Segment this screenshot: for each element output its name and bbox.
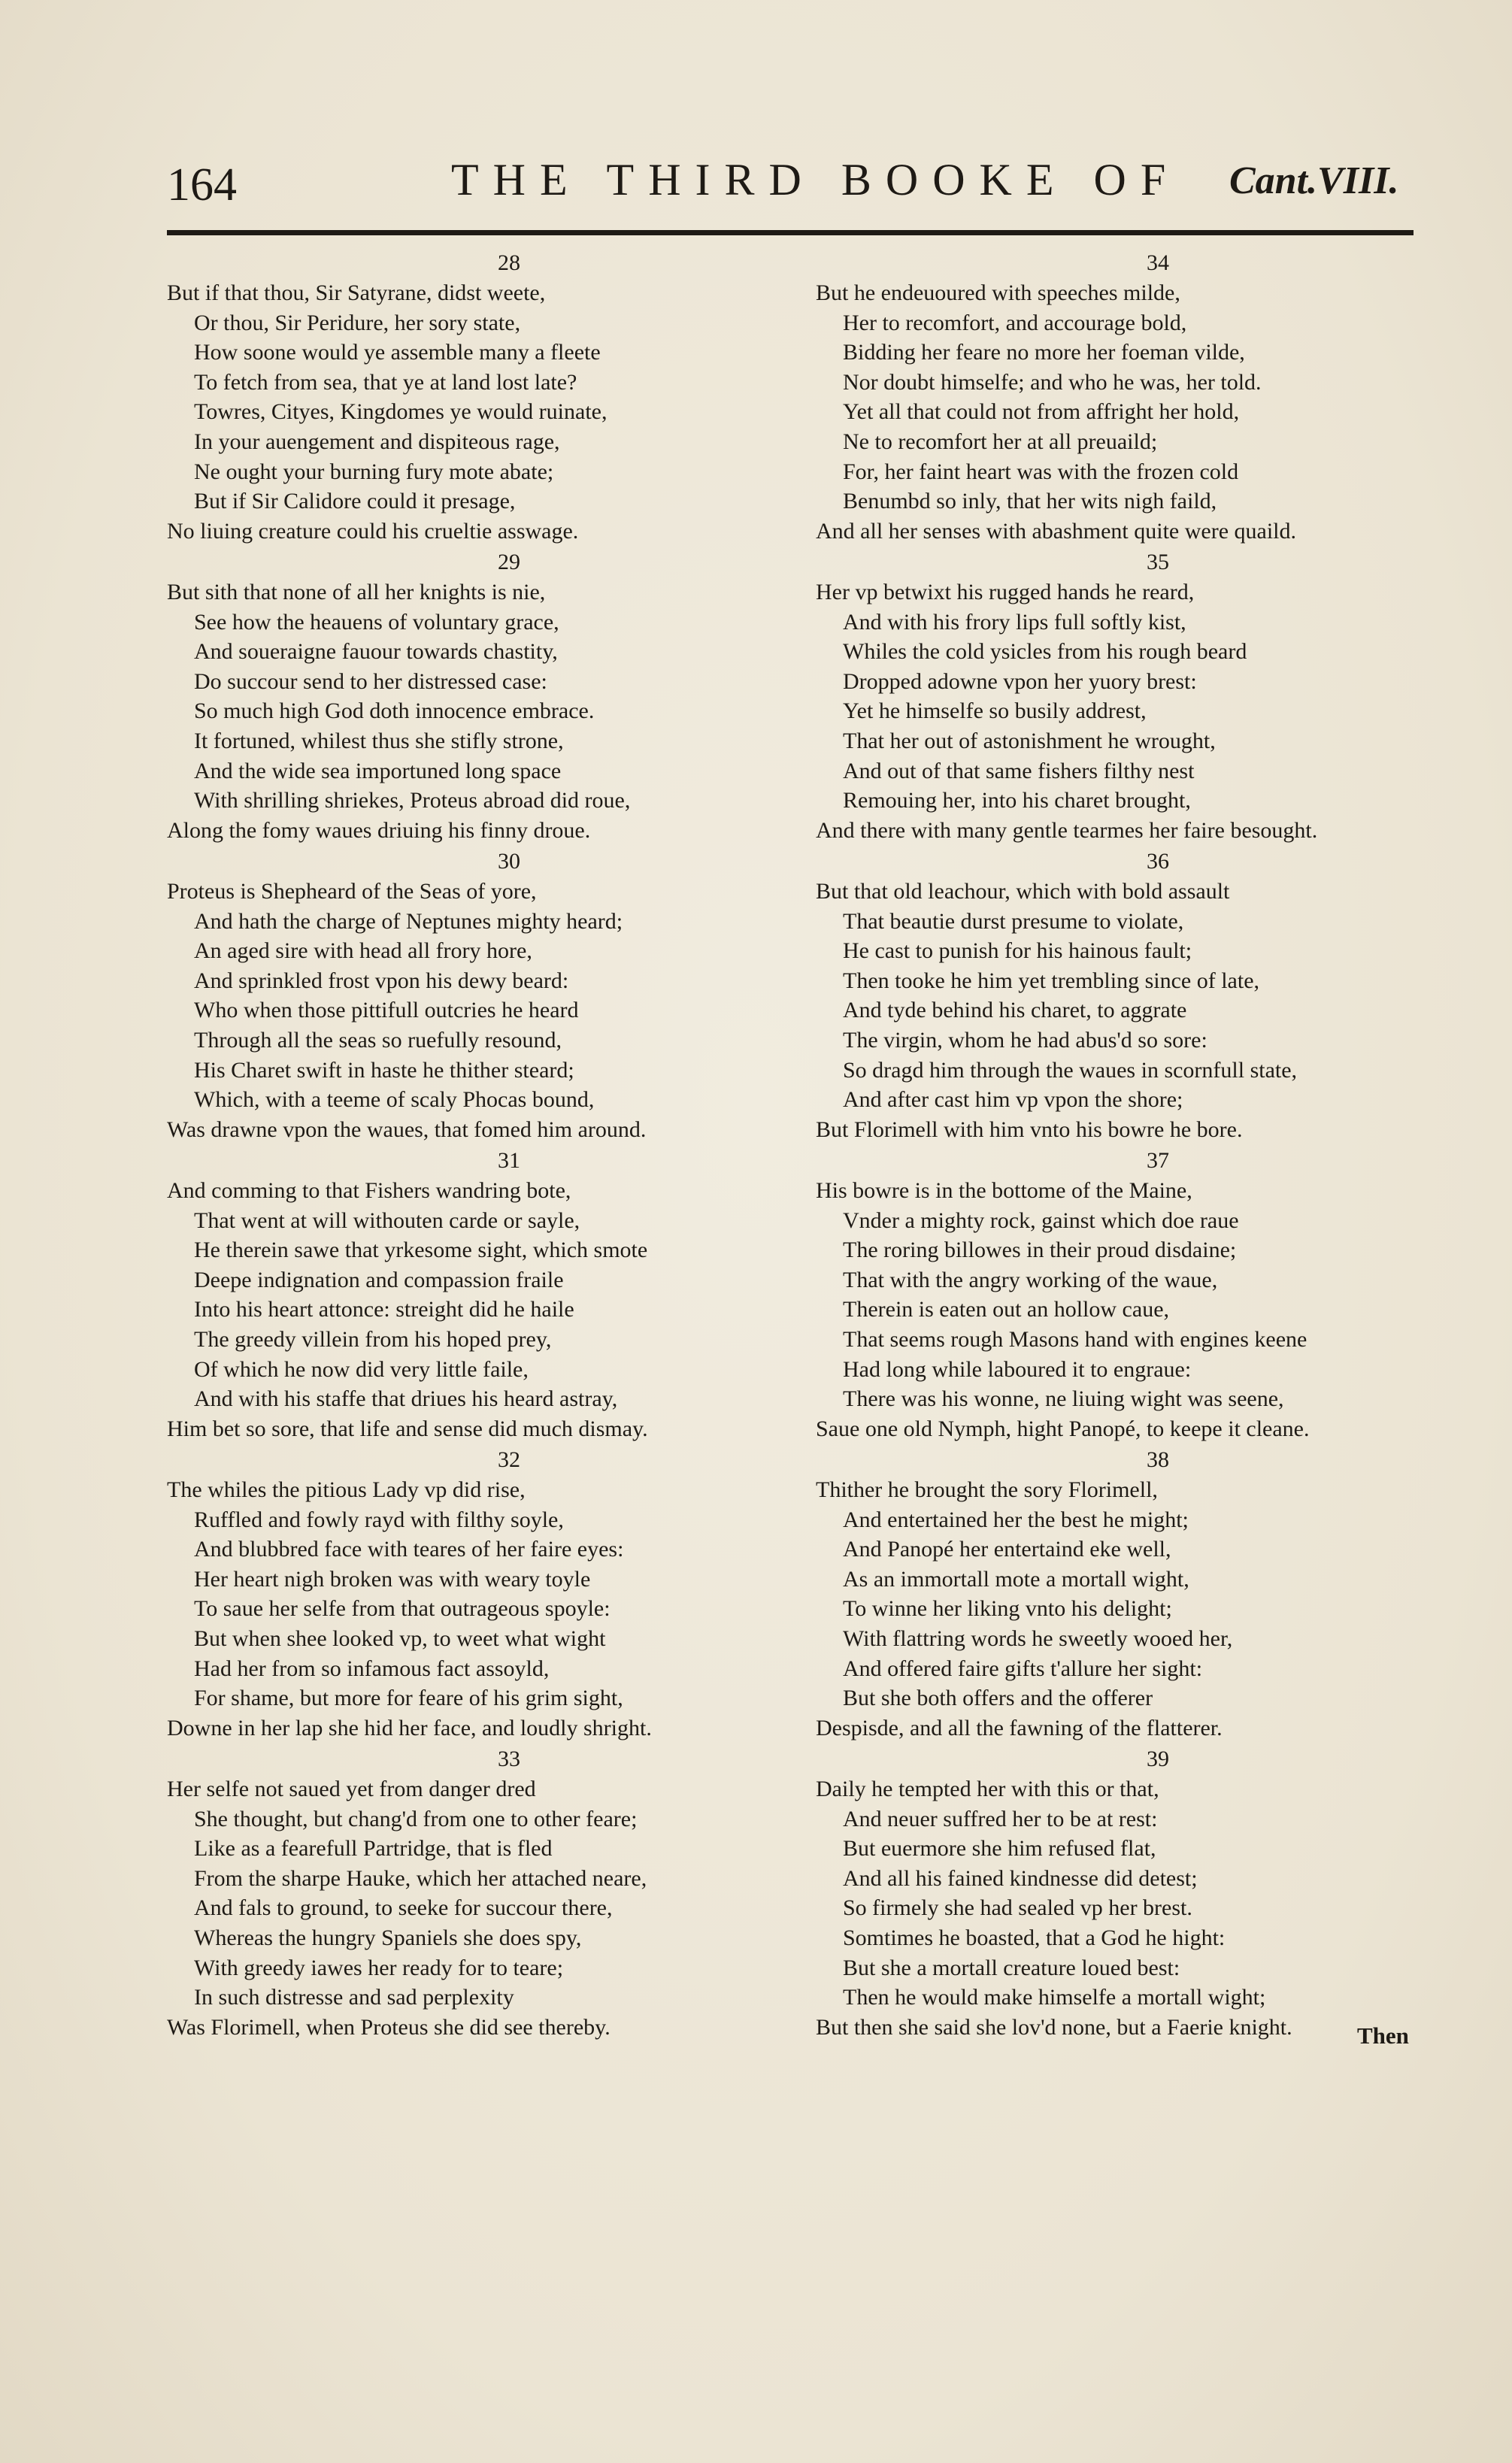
verse-line: The whiles the pitious Lady vp did rise, (167, 1477, 526, 1502)
stanza (816, 547, 1432, 847)
verse-line: Into his heart attonce: streight did he haile (194, 1297, 574, 1322)
verse-line: His Charet swift in haste he thither steard; (194, 1057, 574, 1083)
verse-line: Who when those pittifull outcries he heard (194, 998, 579, 1023)
verse-line: Somtimes he boasted, that a God he hight: (843, 1925, 1226, 1950)
canto-label: Cant.VIII. (1229, 159, 1399, 202)
verse-line: Which, with a teeme of scaly Phocas bound, (194, 1087, 595, 1113)
verse-line: In such distresse and sad perplexity (194, 1985, 514, 2010)
verse-line: Or thou, Sir Peridure, her sory state, (194, 310, 521, 335)
verse-line: But euermore she him refused flat, (843, 1836, 1156, 1862)
verse-line: As an immortall mote a mortall wight, (843, 1566, 1189, 1592)
stanza-number: 30 (498, 849, 520, 874)
verse-line: And Panopé her entertaind eke well, (843, 1537, 1171, 1562)
verse-line: There was his wonne, ne liuing wight was seene, (843, 1386, 1284, 1412)
stanza (167, 1744, 783, 2043)
verse-line: Daily he tempted her with this or that, (816, 1777, 1159, 1801)
verse-line: Remouing her, into his charet brought, (843, 788, 1191, 813)
verse-line: With flattring words he sweetly wooed her, (843, 1625, 1233, 1651)
verse-line: Thither he brought the sory Florimell, (816, 1477, 1158, 1502)
verse-line: Ne to recomfort her at all preuaild; (843, 429, 1158, 454)
stanza-number: 38 (1147, 1447, 1169, 1472)
verse-line: Her to recomfort, and accourage bold, (843, 310, 1187, 335)
stanza (167, 1445, 783, 1744)
verse-line: Whiles the cold ysicles from his rough beard (843, 639, 1247, 665)
verse-line: Saue one old Nymph, hight Panopé, to keepe it cleane. (816, 1416, 1310, 1441)
verse-line: And sprinkled frost vpon his dewy beard: (194, 968, 569, 993)
verse-line: No liuing creature could his crueltie asswage. (167, 518, 579, 544)
verse-line: Along the fomy waues driuing his finny droue. (167, 817, 591, 843)
verse-line: Had long while laboured it to engraue: (843, 1356, 1192, 1382)
stanza (816, 1744, 1432, 2043)
verse-line: Of which he now did very little faile, (194, 1356, 529, 1382)
verse-line: Through all the seas so ruefully resound, (194, 1027, 562, 1053)
verse-line: The roring billowes in their proud disdaine; (843, 1238, 1237, 1263)
verse-line: Was Florimell, when Proteus she did see thereby. (167, 2014, 611, 2040)
verse-line: See how the heauens of voluntary grace, (194, 609, 559, 635)
verse-line: The virgin, whom he had abus'd so sore: (843, 1027, 1207, 1053)
running-title: THE THIRD BOOKE OF (451, 155, 1180, 204)
verse-line: And out of that same fishers filthy nest (843, 758, 1195, 783)
verse-line: But she a mortall creature loued best: (843, 1955, 1180, 1980)
verse-line: And offered faire gifts t'allure her sight: (843, 1656, 1203, 1681)
verse-line: And blubbred face with teares of her faire eyes: (194, 1537, 624, 1562)
verse-line: Nor doubt himselfe; and who he was, her told. (843, 369, 1262, 395)
verse-line: That seems rough Masons hand with engines keene (843, 1326, 1307, 1352)
verse-line: But he endeuoured with speeches milde, (816, 280, 1180, 305)
stanza-number: 34 (1147, 250, 1169, 275)
verse-line: And with his frory lips full softly kist, (843, 609, 1186, 635)
page-header (0, 154, 1512, 222)
verse-line: But when shee looked vp, to weet what wight (194, 1625, 606, 1651)
verse-line: But that old leachour, which with bold assault (816, 879, 1230, 904)
stanza-number: 33 (498, 1747, 520, 1771)
verse-line: Therein is eaten out an hollow caue, (843, 1297, 1170, 1322)
verse-line: But she both offers and the offerer (843, 1686, 1153, 1711)
stanza (816, 847, 1432, 1146)
catchword: Then (1357, 2022, 1409, 2049)
verse-line: His bowre is in the bottome of the Maine, (816, 1178, 1192, 1203)
verse-line: How soone would ye assemble many a fleete (194, 340, 601, 365)
verse-line: Downe in her lap she hid her face, and loudly shright. (167, 1715, 652, 1740)
verse-line: And fals to ground, to seeke for succour there, (194, 1895, 613, 1921)
stanza-number: 36 (1147, 849, 1169, 874)
verse-line: Had her from so infamous fact assoyld, (194, 1656, 550, 1681)
verse-line: Yet he himselfe so busily addrest, (843, 698, 1147, 724)
verse-line: Vnder a mighty rock, gainst which doe raue (843, 1207, 1239, 1233)
verse-line: But if that thou, Sir Satyrane, didst weete, (167, 280, 546, 305)
verse-line: From the sharpe Hauke, which her attached neare, (194, 1865, 647, 1891)
verse-line: And there with many gentle tearmes her faire besought. (816, 817, 1318, 843)
verse-line: Yet all that could not from affright her hold, (843, 399, 1240, 425)
verse-line: But sith that none of all her knights is nie, (167, 580, 546, 604)
verse-line: That went at will withouten carde or sayle, (194, 1207, 580, 1233)
verse-line: And entertained her the best he might; (843, 1507, 1189, 1532)
stanza-number: 39 (1147, 1747, 1169, 1771)
verse-line: But Florimell with him vnto his bowre he bore. (816, 1116, 1243, 1142)
verse-line: And all his fained kindnesse did detest; (843, 1865, 1198, 1891)
verse-line: Towres, Cityes, Kingdomes ye would ruinate, (194, 399, 608, 425)
verse-line: Benumbd so inly, that her wits nigh faild, (843, 489, 1217, 514)
verse-line: Him bet so sore, that life and sense did much dismay. (167, 1416, 648, 1441)
verse-line: Ne ought your burning fury mote abate; (194, 459, 554, 484)
verse-line: And neuer suffred her to be at rest: (843, 1806, 1158, 1831)
stanza (816, 248, 1432, 547)
verse-line: Her selfe not saued yet from danger dred (167, 1777, 536, 1801)
verse-line: For shame, but more for feare of his grim sight, (194, 1686, 623, 1711)
verse-line: So much high God doth innocence embrace. (194, 698, 595, 724)
verse-line: Then he would make himselfe a mortall wight; (843, 1985, 1266, 2010)
verse-line: And all her senses with abashment quite were quaild. (816, 518, 1296, 544)
verse-line: Her heart nigh broken was with weary toyle (194, 1566, 591, 1592)
verse-line: With shrilling shriekes, Proteus abroad did roue, (194, 788, 631, 813)
verse-line: And tyde behind his charet, to aggrate (843, 998, 1187, 1023)
verse-line: He cast to punish for his hainous fault; (843, 938, 1192, 964)
verse-line: And with his staffe that driues his heard astray, (194, 1386, 618, 1412)
stanza (167, 547, 783, 847)
verse-line: Deepe indignation and compassion fraile (194, 1267, 564, 1292)
verse-line: To fetch from sea, that ye at land lost late? (194, 369, 577, 395)
verse-line: To saue her selfe from that outrageous spoyle: (194, 1596, 611, 1622)
verse-line: Despisde, and all the fawning of the flatterer. (816, 1715, 1223, 1740)
verse-line: Her vp betwixt his rugged hands he reard, (816, 580, 1195, 604)
verse-line: She thought, but chang'd from one to other feare; (194, 1806, 638, 1831)
verse-line: With greedy iawes her ready for to teare; (194, 1955, 564, 1980)
verse-line: Was drawne vpon the waues, that fomed him around. (167, 1116, 647, 1142)
verse-line: And comming to that Fishers wandring bote, (167, 1178, 571, 1203)
left-column (167, 248, 783, 2043)
stanza-number: 29 (498, 550, 520, 574)
stanza (167, 248, 783, 547)
verse-line: But if Sir Calidore could it presage, (194, 489, 516, 514)
stanza (816, 1445, 1432, 1744)
verse-line: That beautie durst presume to violate, (843, 908, 1184, 934)
stanza-number: 35 (1147, 550, 1169, 574)
verse-line: Do succour send to her distressed case: (194, 668, 547, 694)
verse-line: It fortuned, whilest thus she stifly strone, (194, 728, 564, 753)
stanza-number: 32 (498, 1447, 520, 1472)
right-column (816, 248, 1432, 2043)
verse-line: Dropped adowne vpon her yuory brest: (843, 668, 1197, 694)
stanza (167, 847, 783, 1146)
verse-line: So firmely she had sealed vp her brest. (843, 1895, 1192, 1921)
verse-line: Proteus is Shepheard of the Seas of yore, (167, 879, 537, 904)
verse-line: And hath the charge of Neptunes mighty heard; (194, 908, 623, 934)
stanza (816, 1146, 1432, 1445)
verse-line: An aged sire with head all frory hore, (194, 938, 532, 964)
verse-line: That with the angry working of the waue, (843, 1267, 1218, 1292)
stanza-number: 31 (498, 1148, 520, 1173)
verse-line: Ruffled and fowly rayd with filthy soyle, (194, 1507, 564, 1532)
verse-line: Like as a fearefull Partridge, that is fled (194, 1836, 553, 1862)
header-rule (167, 230, 1414, 235)
stanza-number: 37 (1147, 1148, 1169, 1173)
verse-line: That her out of astonishment he wrought, (843, 728, 1216, 753)
verse-line: Whereas the hungry Spaniels she does spy, (194, 1925, 582, 1950)
verse-line: And the wide sea importuned long space (194, 758, 562, 783)
verse-line: In your auengement and dispiteous rage, (194, 429, 560, 454)
verse-line: The greedy villein from his hoped prey, (194, 1326, 552, 1352)
verse-line: And after cast him vp vpon the shore; (843, 1087, 1183, 1113)
verse-line: Bidding her feare no more her foeman vilde, (843, 340, 1245, 365)
verse-line: Then tooke he him yet trembling since of late, (843, 968, 1260, 993)
stanza-number: 28 (498, 250, 520, 275)
page-number: 164 (167, 159, 237, 211)
stanza (167, 1146, 783, 1445)
verse-line: But then she said she lov'd none, but a Faerie knight. (816, 2014, 1292, 2040)
verse-line: And soueraigne fauour towards chastity, (194, 639, 558, 665)
verse-line: For, her faint heart was with the frozen cold (843, 459, 1239, 484)
verse-line: So dragd him through the waues in scornfull state, (843, 1057, 1298, 1083)
verse-line: To winne her liking vnto his delight; (843, 1596, 1172, 1622)
verse-line: He therein sawe that yrkesome sight, which smote (194, 1238, 648, 1263)
